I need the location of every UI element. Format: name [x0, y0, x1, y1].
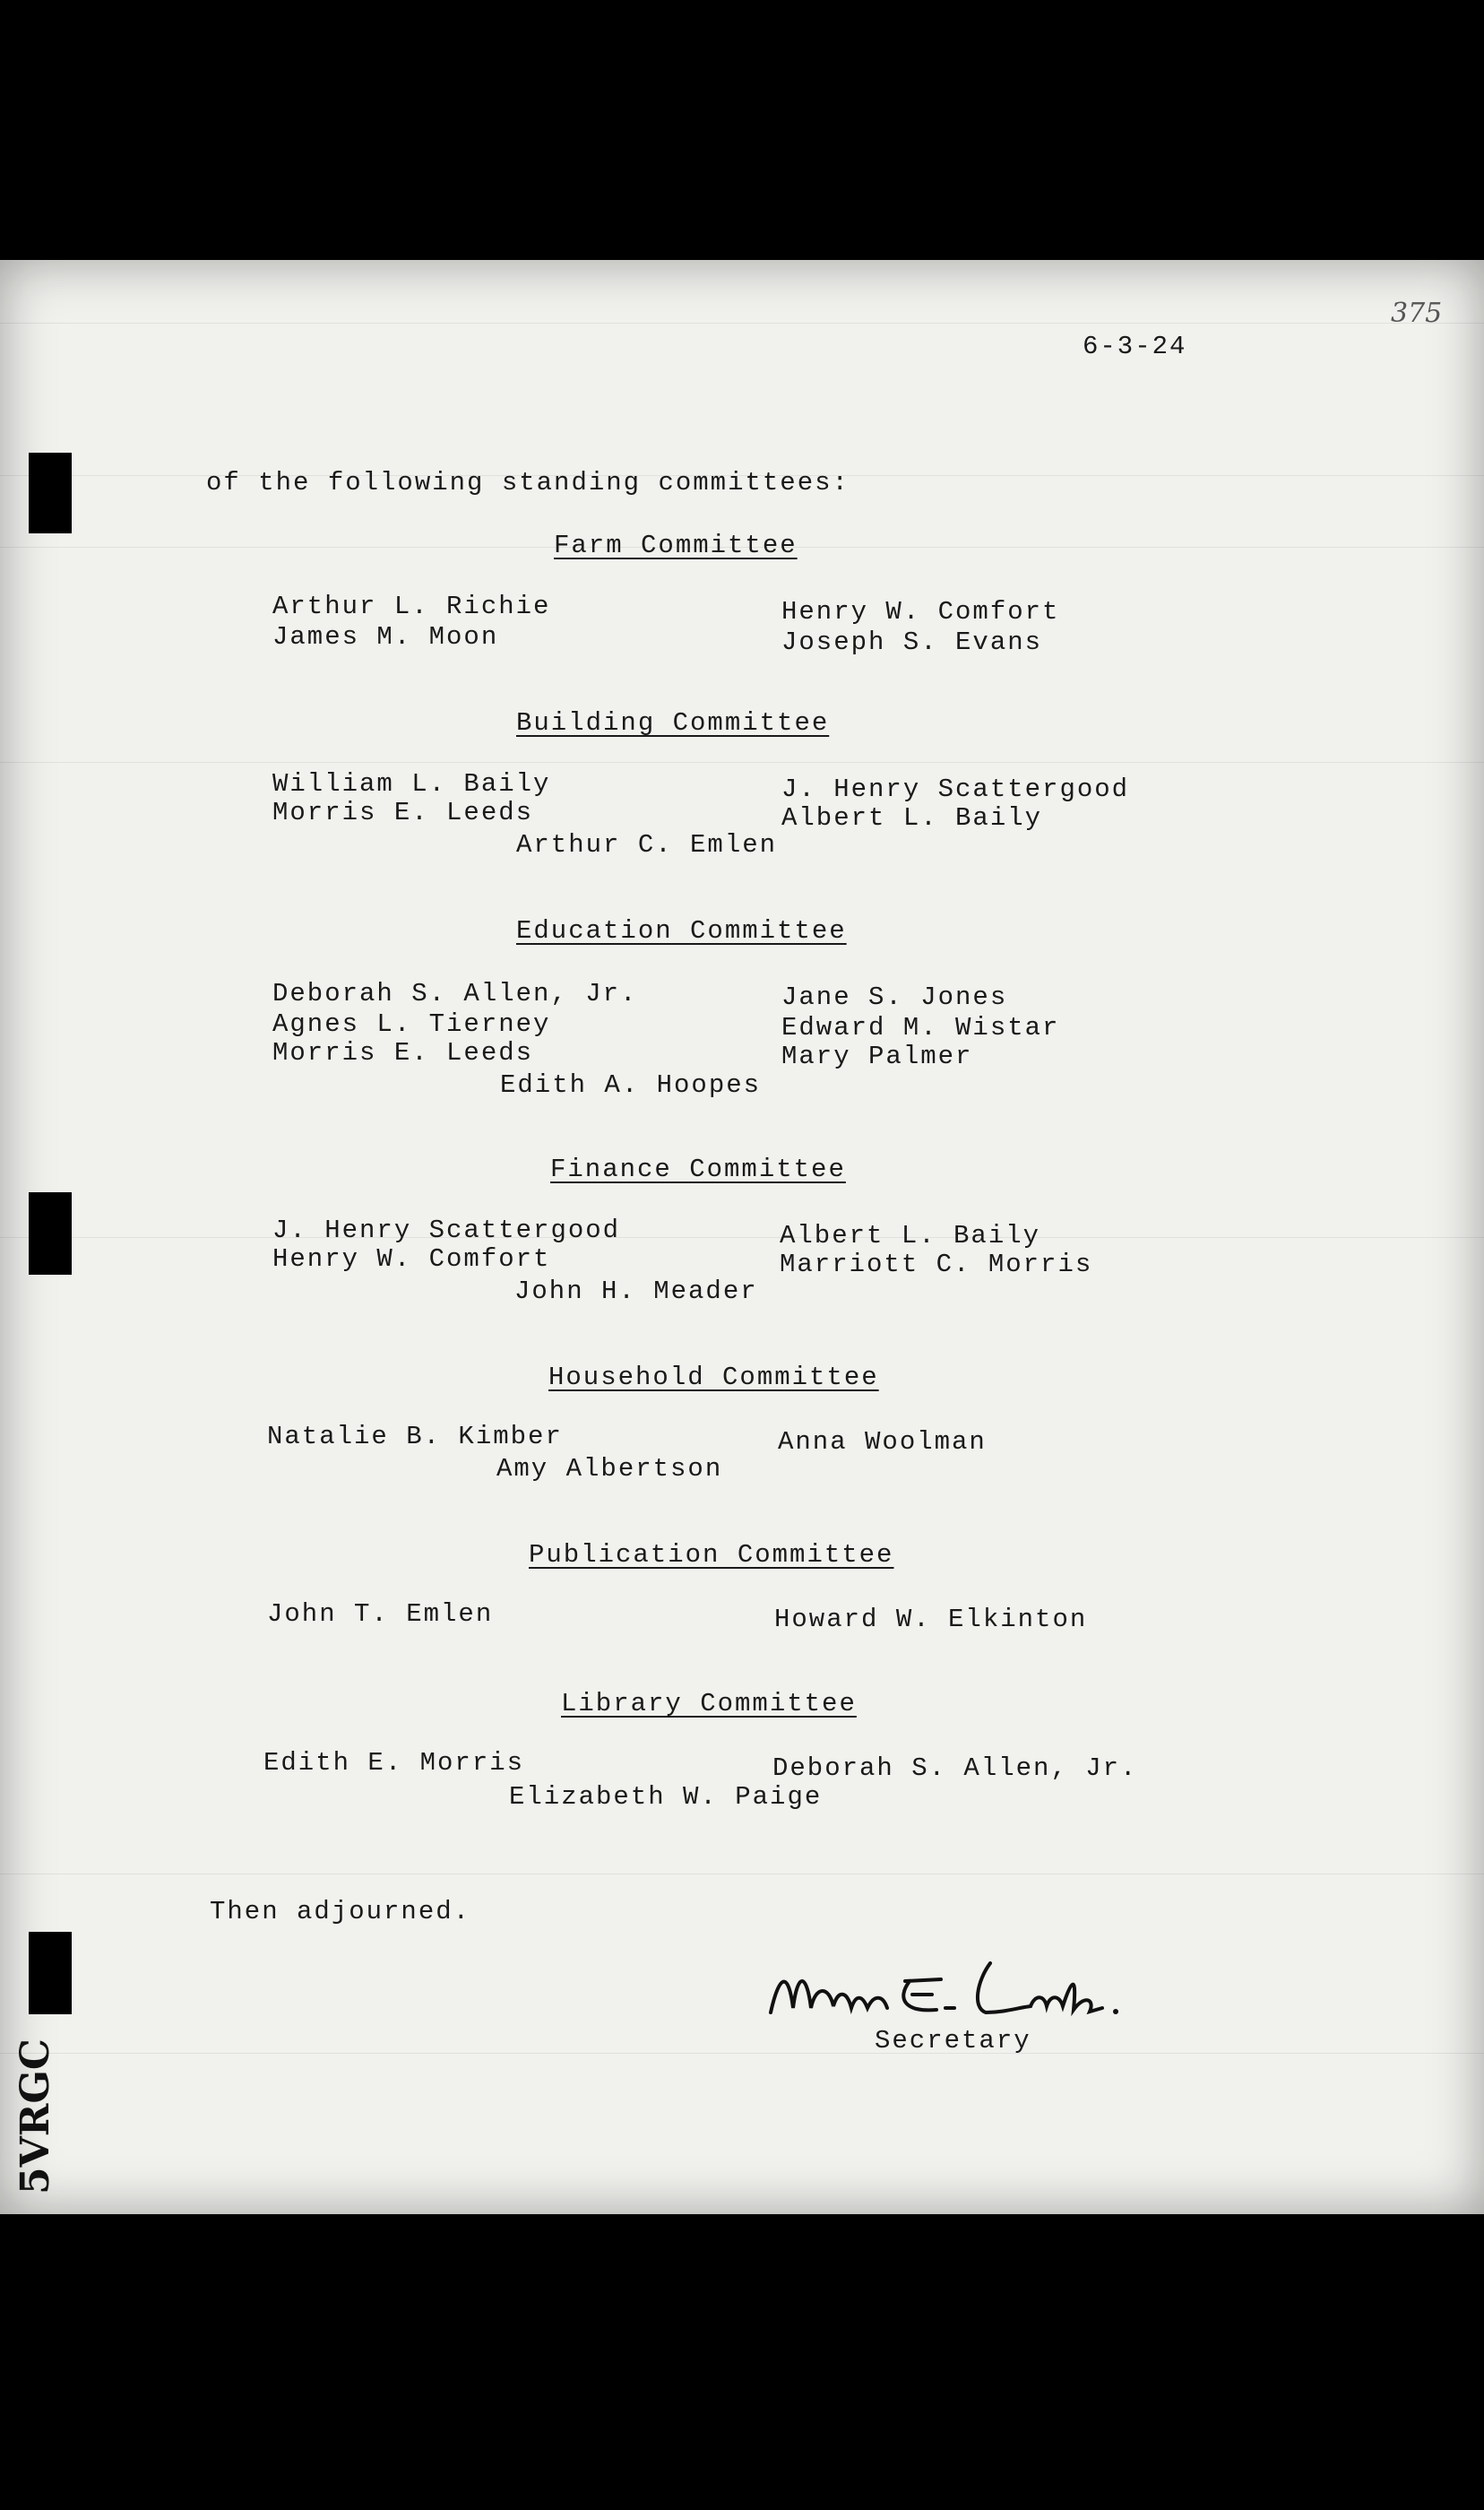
member-name: Marriott C. Morris — [780, 1250, 1093, 1279]
member-name: John H. Meader — [514, 1277, 758, 1306]
binding-mark — [29, 453, 72, 533]
member-name: Amy Albertson — [496, 1454, 723, 1484]
member-name: Jane S. Jones — [781, 982, 1008, 1012]
member-name: Morris E. Leeds — [272, 1038, 534, 1068]
member-name: Edith A. Hoopes — [500, 1070, 762, 1100]
member-name: Henry W. Comfort — [272, 1244, 551, 1274]
heading-library-committee: Library Committee — [561, 1689, 857, 1718]
member-name: Morris E. Leeds — [272, 798, 534, 827]
member-name: Howard W. Elkinton — [774, 1605, 1088, 1634]
heading-building-committee: Building Committee — [516, 708, 830, 738]
member-name: Arthur C. Emlen — [516, 830, 778, 860]
heading-farm-committee: Farm Committee — [554, 531, 798, 560]
member-name: Edward M. Wistar — [781, 1013, 1060, 1043]
member-name: J. Henry Scattergood — [781, 775, 1130, 804]
member-name: William L. Baily — [272, 769, 551, 799]
member-name: Arthur L. Richie — [272, 592, 551, 621]
member-name: Agnes L. Tierney — [272, 1009, 551, 1039]
member-name: Albert L. Baily — [780, 1221, 1041, 1251]
member-name: Edith E. Morris — [263, 1748, 525, 1778]
document-date: 6-3-24 — [1083, 332, 1187, 361]
svg-text:5VRGC: 5VRGC — [13, 2038, 58, 2194]
binding-mark — [29, 1932, 72, 2014]
closing-text: Then adjourned. — [210, 1897, 471, 1926]
document-page — [0, 260, 1484, 2214]
side-stamp-image — [5, 2026, 59, 2196]
member-name: J. Henry Scattergood — [272, 1216, 621, 1245]
page-number: 375 — [1391, 298, 1443, 329]
member-name: Joseph S. Evans — [781, 628, 1043, 657]
intro-text: of the following standing committees: — [206, 468, 850, 498]
member-name: Deborah S. Allen, Jr. — [272, 979, 638, 1008]
heading-finance-committee: Finance Committee — [550, 1155, 846, 1184]
member-name: Elizabeth W. Paige — [509, 1782, 823, 1812]
member-name: James M. Moon — [272, 622, 499, 652]
member-name: Mary Palmer — [781, 1042, 973, 1071]
signature-image — [762, 1945, 1156, 2035]
member-name: Natalie B. Kimber — [267, 1422, 563, 1451]
member-name: Henry W. Comfort — [781, 597, 1060, 627]
binding-mark — [29, 1192, 72, 1275]
member-name: Deborah S. Allen, Jr. — [772, 1753, 1138, 1783]
heading-education-committee: Education Committee — [516, 916, 847, 946]
member-name: John T. Emlen — [267, 1599, 494, 1629]
signature-title: Secretary — [875, 2026, 1031, 2056]
heading-publication-committee: Publication Committee — [529, 1540, 894, 1570]
member-name: Anna Woolman — [778, 1427, 987, 1457]
heading-household-committee: Household Committee — [548, 1363, 879, 1392]
member-name: Albert L. Baily — [781, 803, 1043, 833]
